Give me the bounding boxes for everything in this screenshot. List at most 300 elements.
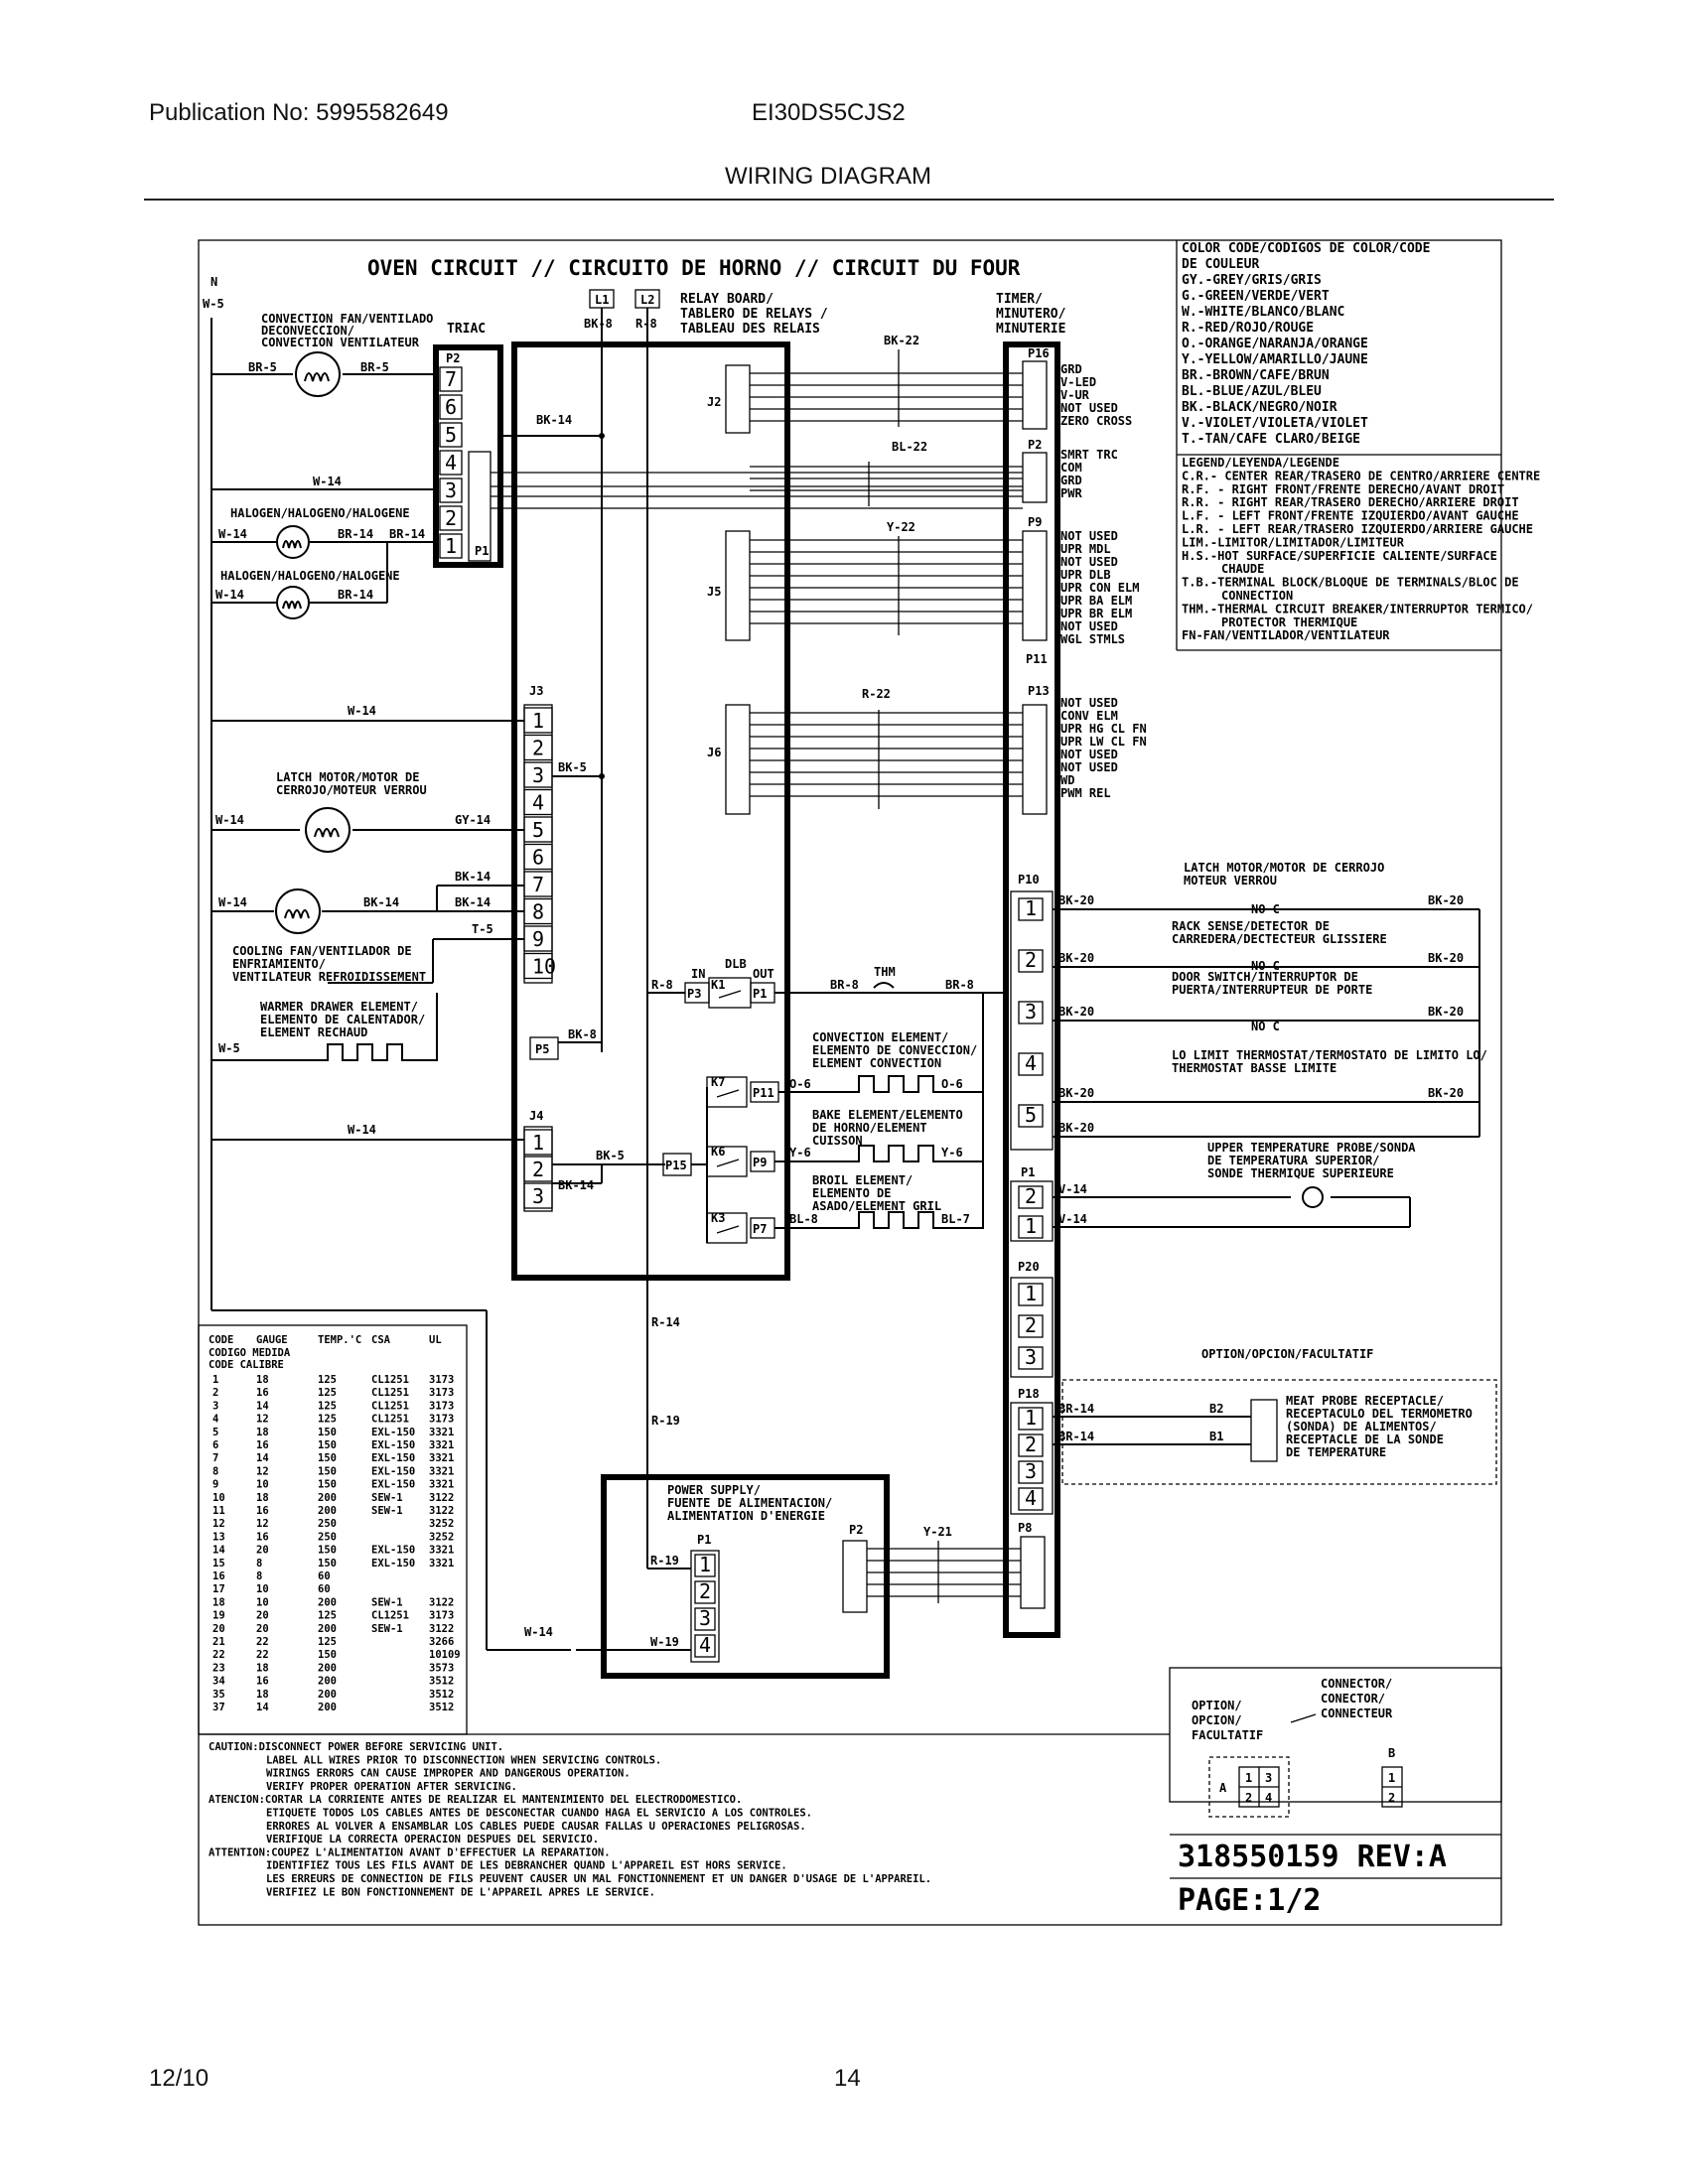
gauge-cell: 60 <box>318 1583 331 1596</box>
b2-label: B2 <box>1209 1402 1224 1416</box>
gauge-cell: 3321 <box>429 1557 455 1570</box>
convection-fan-label-1: CONVECTION FAN/VENTILADO <box>261 312 434 326</box>
j2-label: J2 <box>707 395 722 409</box>
p13-pin-label: PWM REL <box>1060 786 1111 800</box>
gauge-cell: 150 <box>318 1426 337 1438</box>
p1-ps-pin-number: 1 <box>699 1553 712 1576</box>
gauge-cell: 10 <box>256 1596 269 1609</box>
gauge-cell: 8 <box>256 1557 263 1570</box>
bl8-label: BL-8 <box>789 1212 818 1226</box>
j2-connector <box>726 365 750 433</box>
p2-pin-number: 3 <box>445 478 458 502</box>
gauge-cell: 18 <box>256 1374 269 1386</box>
o6-b-label: O-6 <box>941 1077 963 1091</box>
j6-connector <box>726 705 750 814</box>
color-code-line: W.-WHITE/BLANCO/BLANC <box>1182 305 1345 320</box>
color-code-line: GY.-GREY/GRIS/GRIS <box>1182 273 1322 288</box>
gauge-cell: 3122 <box>429 1622 455 1635</box>
latch-right-2: MOTEUR VERROU <box>1184 874 1277 887</box>
meat-probe-3: (SONDA) DE ALIMENTOS/ <box>1286 1420 1437 1433</box>
gauge-cell: 22 <box>212 1649 225 1662</box>
gauge-cell: EXL-150 <box>371 1478 416 1491</box>
p2-timer-pin-label: COM <box>1060 461 1082 475</box>
gauge-cell: 150 <box>318 1478 337 1491</box>
gauge-cell: 125 <box>318 1636 337 1648</box>
gauge-cell: 21 <box>212 1636 225 1648</box>
br8-a-label: BR-8 <box>830 978 859 992</box>
power-supply-3: ALIMENTATION D'ENERGIE <box>667 1509 825 1523</box>
p8-connector <box>1021 1537 1045 1608</box>
page-title: WIRING DIAGRAM <box>725 163 931 190</box>
r19-mid-label: R-19 <box>651 1414 680 1428</box>
bl22-label: BL-22 <box>892 440 928 454</box>
k1-label: K1 <box>711 978 726 992</box>
gauge-cell: SEW-1 <box>371 1596 403 1609</box>
p2-pin-number: 4 <box>445 451 458 475</box>
gauge-cell: 3321 <box>429 1544 455 1557</box>
triac-label: TRIAC <box>447 322 487 337</box>
bk20-right-label: BK-20 <box>1428 1005 1465 1019</box>
gauge-cell: 3321 <box>429 1426 455 1438</box>
p18-pin-number: 4 <box>1025 1486 1038 1510</box>
gauge-cell: 3173 <box>429 1609 455 1622</box>
timer-label-2: MINUTERO/ <box>996 307 1066 322</box>
gauge-cell: 16 <box>256 1439 269 1451</box>
p9-pin-label: NOT USED <box>1060 529 1118 543</box>
br8-b-label: BR-8 <box>945 978 974 992</box>
gauge-cell: 200 <box>318 1662 337 1675</box>
color-code-line: R.-RED/ROJO/ROUGE <box>1182 321 1315 336</box>
gauge-cell: 12 <box>256 1413 269 1426</box>
p2-timer-pin-label: GRD <box>1060 474 1082 487</box>
br5-b-label: BR-5 <box>360 360 389 374</box>
gauge-header: CSA <box>371 1334 390 1346</box>
meat-probe-receptacle <box>1251 1400 1277 1461</box>
p11-timer-label: P11 <box>1026 652 1048 666</box>
p13-pin-label: UPR HG CL FN <box>1060 722 1147 736</box>
gauge-cell: 3 <box>212 1400 219 1413</box>
w14-p2-label: W-14 <box>313 475 342 488</box>
caution-line: ERRORES AL VOLVER A ENSAMBLAR LOS CABLES PUEDE CAUSAR FALLAS U OPERACIONES PELIGROSAS. <box>266 1820 806 1833</box>
convection-fan-label-2: DECONVECCION/ <box>261 324 354 338</box>
thm-icon <box>874 983 894 988</box>
p9-timer-label: P9 <box>1028 515 1043 529</box>
p16-pin-label: NOT USED <box>1060 401 1118 415</box>
broil-label-3: ASADO/ELEMENT GRIL <box>812 1199 942 1213</box>
p10-pin-number: 4 <box>1025 1051 1038 1075</box>
br14-p18b-label: BR-14 <box>1058 1430 1095 1443</box>
latch-right-1: LATCH MOTOR/MOTOR DE CERROJO <box>1184 861 1385 875</box>
b-pin-2: 2 <box>1388 1791 1396 1805</box>
p2-pin-number: 2 <box>445 506 458 530</box>
gauge-cell: EXL-150 <box>371 1426 416 1438</box>
p13-pin-label: WD <box>1060 773 1075 787</box>
p16-label: P16 <box>1028 346 1050 360</box>
gauge-cell: 10109 <box>429 1649 461 1662</box>
gauge-cell: 200 <box>318 1702 337 1713</box>
p18-pin-number: 1 <box>1025 1406 1038 1430</box>
j5-label: J5 <box>707 585 722 599</box>
gauge-cell: 200 <box>318 1505 337 1517</box>
gauge-cell: 3122 <box>429 1505 455 1517</box>
publication-number: Publication No: 5995582649 <box>149 99 449 126</box>
a-pin-1: 1 <box>1245 1771 1253 1785</box>
legend-box <box>1177 455 1540 650</box>
p2-pin-number: 6 <box>445 395 458 419</box>
caution-line: VERIFIEZ LE BON FONCTIONNEMENT DE L'APPAREIL APRES LE SERVICE. <box>266 1886 655 1899</box>
no-c-2: NO C <box>1251 959 1280 973</box>
p13-pin-label: NOT USED <box>1060 748 1118 761</box>
upper-probe-1: UPPER TEMPERATURE PROBE/SONDA <box>1207 1141 1416 1155</box>
p9-pin-label: WGL STMLS <box>1060 632 1126 646</box>
gauge-cell: 34 <box>212 1675 225 1688</box>
model-number: EI30DS5CJS2 <box>752 99 906 126</box>
gauge-cell: 16 <box>256 1387 269 1400</box>
k7-label: K7 <box>711 1075 726 1089</box>
gauge-cell: 125 <box>318 1413 337 1426</box>
gauge-cell: 4 <box>212 1413 219 1426</box>
color-code-line: G.-GREEN/VERDE/VERT <box>1182 289 1330 304</box>
gauge-cell: 150 <box>318 1452 337 1465</box>
legend-line: R.R. - RIGHT REAR/TRASERO DERECHO/ARRIERE DROIT <box>1182 495 1519 510</box>
y22-label: Y-22 <box>887 520 915 534</box>
gauge-cell: 16 <box>256 1675 269 1688</box>
timer-label-3: MINUTERIE <box>996 322 1066 337</box>
option-label: OPTION/OPCION/FACULTATIF <box>1201 1347 1374 1361</box>
convection-fan-label-3: CONVECTION VENTILATEUR <box>261 336 419 349</box>
gauge-cell: 5 <box>212 1426 219 1438</box>
p1-ps-pin-number: 3 <box>699 1606 712 1630</box>
warmer-label-3: ELEMENT RECHAUD <box>260 1025 368 1039</box>
gauge-cell: 3512 <box>429 1688 455 1701</box>
w14-h1-label: W-14 <box>218 527 247 541</box>
r22-label: R-22 <box>862 687 891 701</box>
gauge-cell: 12 <box>256 1465 269 1478</box>
p2-pin-number: 5 <box>445 423 458 447</box>
bk20-right-label: BK-20 <box>1428 893 1465 907</box>
gauge-cell: 3321 <box>429 1465 455 1478</box>
gauge-cell: 3252 <box>429 1531 455 1544</box>
gauge-cell: 15 <box>212 1557 225 1570</box>
meat-probe-5: DE TEMPERATURE <box>1286 1445 1387 1459</box>
gauge-cell: 18 <box>256 1688 269 1701</box>
p1-ps-label: P1 <box>697 1533 712 1547</box>
gauge-cell: 22 <box>256 1636 269 1648</box>
legend-line: FN-FAN/VENTILADOR/VENTILATEUR <box>1182 628 1390 643</box>
p18-pin-number: 3 <box>1025 1459 1038 1483</box>
bk20-label: BK-20 <box>1058 1005 1095 1019</box>
gauge-cell: 200 <box>318 1675 337 1688</box>
j4-pin-number: 3 <box>532 1184 545 1208</box>
bk20-label: BK-20 <box>1058 893 1095 907</box>
b-pin-1: 1 <box>1388 1771 1396 1785</box>
p1-timer-pin-number: 1 <box>1025 1214 1038 1238</box>
no-c-3: NO C <box>1251 1020 1280 1033</box>
option-label-1: OPTION/ <box>1192 1699 1242 1712</box>
color-code-line: COLOR CODE/CODIGOS DE COLOR/CODE <box>1182 241 1431 256</box>
gauge-cell: 125 <box>318 1387 337 1400</box>
p2-left-label: P2 <box>446 351 461 365</box>
j3-pin-number: 9 <box>532 927 545 951</box>
gauge-cell: 35 <box>212 1688 225 1701</box>
bk20-label: BK-20 <box>1058 1086 1095 1100</box>
p18-label: P18 <box>1018 1387 1040 1401</box>
warmer-label-1: WARMER DRAWER ELEMENT/ <box>260 1000 418 1014</box>
w5-top-label: W-5 <box>203 297 224 311</box>
bk14-j4-label: BK-14 <box>558 1178 595 1192</box>
color-code-line: V.-VIOLET/VIOLETA/VIOLET <box>1182 416 1368 431</box>
legend-line: CHAUDE <box>1221 562 1265 577</box>
p20-pin-number: 1 <box>1025 1282 1038 1305</box>
connector-label-1: CONNECTOR/ <box>1321 1677 1393 1691</box>
gauge-cell: EXL-150 <box>371 1452 416 1465</box>
cooling-fan-label-3: VENTILATEUR REFROIDISSEMENT <box>232 970 427 984</box>
b1-label: B1 <box>1209 1430 1224 1443</box>
gauge-cell: 10 <box>256 1478 269 1491</box>
p16-connector <box>1023 361 1047 429</box>
color-code-line: BK.-BLACK/NEGRO/NOIR <box>1182 400 1337 415</box>
p9-relay-label: P9 <box>753 1156 768 1169</box>
k3-label: K3 <box>711 1211 726 1225</box>
gauge-cell: 20 <box>256 1609 269 1622</box>
p15-label: P15 <box>665 1159 687 1172</box>
rack-sense-1: RACK SENSE/DETECTOR DE <box>1172 919 1330 933</box>
upper-probe-3: SONDE THERMIQUE SUPERIEURE <box>1207 1166 1394 1180</box>
thm-label: THM <box>874 965 896 979</box>
j3-pin-number: 6 <box>532 845 545 870</box>
gauge-cell: 12 <box>212 1518 225 1531</box>
gauge-subheader: CODE CALIBRE <box>209 1359 284 1371</box>
p9-pin-label: UPR MDL <box>1060 542 1111 556</box>
a-pin-3: 3 <box>1265 1771 1273 1785</box>
gauge-cell: 250 <box>318 1518 337 1531</box>
gauge-cell: 37 <box>212 1702 225 1713</box>
r8-top-label: R-8 <box>635 317 657 331</box>
gauge-cell: 125 <box>318 1400 337 1413</box>
gauge-cell: 22 <box>256 1649 269 1662</box>
caution-line: ATENCION:CORTAR LA CORRIENTE ANTES DE REALIZAR EL MANTENIMIENTO DEL ELECTRODOMESTICO. <box>209 1794 743 1807</box>
gauge-cell: 18 <box>212 1596 225 1609</box>
caution-line: WIRINGS ERRORS CAN CAUSE IMPROPER AND DANGEROUS OPERATION. <box>266 1767 631 1780</box>
color-code-box <box>1177 240 1501 455</box>
gauge-cell: 23 <box>212 1662 225 1675</box>
legend-line: C.R.- CENTER REAR/TRASERO DE CENTRO/ARRIERE CENTRE <box>1182 469 1541 483</box>
legend-line: LEGEND/LEYENDA/LEGENDE <box>1182 456 1339 470</box>
caution-line: LABEL ALL WIRES PRIOR TO DISCONNECTION WHEN SERVICING CONTROLS. <box>266 1754 662 1767</box>
j3-pin-number: 3 <box>532 763 545 787</box>
p8-label: P8 <box>1018 1521 1033 1535</box>
connector-label-3: CONNECTEUR <box>1321 1706 1393 1720</box>
j3-pin-number: 10 <box>532 954 557 979</box>
gauge-cell: 11 <box>212 1505 225 1517</box>
p13-pin-label: UPR LW CL FN <box>1060 735 1147 749</box>
p10-pin-number: 5 <box>1025 1103 1038 1127</box>
caution-line: IDENTIFIEZ TOUS LES FILS AVANT DE LES DEBRANCHER QUAND L'APPAREIL EST HORS SERVICE. <box>266 1859 787 1872</box>
gauge-cell: 150 <box>318 1544 337 1557</box>
power-supply-2: FUENTE DE ALIMENTACION/ <box>667 1496 833 1510</box>
no-c-1: NO C <box>1251 902 1280 916</box>
p1-left-label: P1 <box>475 544 490 558</box>
p2-timer-connector <box>1023 453 1047 502</box>
gauge-cell: 200 <box>318 1491 337 1504</box>
gauge-cell: 16 <box>212 1570 225 1582</box>
p16-pin-label: V-LED <box>1060 375 1097 389</box>
legend-line: LIM.-LIMITOR/LIMITADOR/LIMITEUR <box>1182 535 1404 550</box>
caution-line: LES ERREURS DE CONNECTION DE FILS PEUVENT CAUSER UN MAL FONCTIONNEMENT ET UN DANGER D'USAGE DE L'APPAREIL. <box>266 1873 932 1885</box>
document-number: 318550159 REV:A <box>1178 1840 1447 1874</box>
gauge-cell: 3321 <box>429 1452 455 1465</box>
gauge-cell: 200 <box>318 1596 337 1609</box>
legend-line: H.S.-HOT SURFACE/SUPERFICIE CALIENTE/SURFACE <box>1182 548 1497 563</box>
gauge-cell: 3173 <box>429 1413 455 1426</box>
color-code-line: BR.-BROWN/CAFE/BRUN <box>1182 368 1330 383</box>
gauge-cell: 18 <box>256 1491 269 1504</box>
broil-label-1: BROIL ELEMENT/ <box>812 1173 914 1187</box>
out-label: OUT <box>753 967 774 981</box>
gauge-cell: SEW-1 <box>371 1505 403 1517</box>
gauge-cell: 3573 <box>429 1662 455 1675</box>
v14-b-label: V-14 <box>1058 1212 1087 1226</box>
gauge-cell: CL1251 <box>371 1387 409 1400</box>
p5-label: P5 <box>535 1042 550 1056</box>
p7-label: P7 <box>753 1222 768 1236</box>
bk14-j3-label: BK-14 <box>455 870 492 884</box>
caution-line: VERIFY PROPER OPERATION AFTER SERVICING. <box>266 1780 517 1793</box>
gauge-cell: 16 <box>256 1531 269 1544</box>
gauge-cell: 150 <box>318 1649 337 1662</box>
br14-h1b-label: BR-14 <box>389 527 426 541</box>
footer-date: 12/10 <box>149 2065 210 2092</box>
j3-label: J3 <box>529 684 544 698</box>
timer-label-1: TIMER/ <box>996 292 1043 307</box>
j3-pin-number: 2 <box>532 736 545 760</box>
door-switch-2: PUERTA/INTERRUPTEUR DE PORTE <box>1172 983 1373 997</box>
bk14-fan2-label: BK-14 <box>455 895 492 909</box>
in-label: IN <box>691 967 706 981</box>
p13-pin-label: CONV ELM <box>1060 709 1118 723</box>
color-code-line: O.-ORANGE/NARANJA/ORANGE <box>1182 337 1368 351</box>
gy14-label: GY-14 <box>455 813 492 827</box>
gauge-cell: 125 <box>318 1374 337 1386</box>
gauge-cell: 6 <box>212 1439 219 1451</box>
relay-board-box <box>514 344 787 1278</box>
option-label-2: OPCION/ <box>1192 1713 1242 1727</box>
legend-line: R.F. - RIGHT FRONT/FRENTE DERECHO/AVANT DROIT <box>1182 481 1505 496</box>
convection-element-1: CONVECTION ELEMENT/ <box>812 1030 949 1044</box>
gauge-header: UL <box>429 1334 442 1346</box>
broil-label-2: ELEMENTO DE <box>812 1186 892 1200</box>
gauge-cell: 12 <box>256 1518 269 1531</box>
document-page: PAGE:1/2 <box>1178 1883 1322 1918</box>
w14-h2-label: W-14 <box>215 588 244 602</box>
halogen1-label: HALOGEN/HALOGENO/HALOGENE <box>230 506 410 520</box>
legend-line: T.B.-TERMINAL BLOCK/BLOQUE DE TERMINALS/BLOC DE <box>1182 575 1519 590</box>
gauge-cell: 18 <box>256 1662 269 1675</box>
halogen2-label: HALOGEN/HALOGENO/HALOGENE <box>220 569 400 583</box>
p1-timer-pin-number: 2 <box>1025 1184 1038 1208</box>
p20-pin-number: 3 <box>1025 1345 1038 1369</box>
meat-probe-1: MEAT PROBE RECEPTACLE/ <box>1286 1394 1444 1408</box>
latch-motor-left-1: LATCH MOTOR/MOTOR DE <box>276 770 420 784</box>
gauge-cell: CL1251 <box>371 1413 409 1426</box>
bk20-label: BK-20 <box>1058 1121 1095 1135</box>
p2-ps-label: P2 <box>849 1523 864 1537</box>
gauge-cell: 3173 <box>429 1387 455 1400</box>
t5-label: T-5 <box>472 922 493 936</box>
gauge-cell: EXL-150 <box>371 1557 416 1570</box>
gauge-cell: 3321 <box>429 1478 455 1491</box>
bl7-label: BL-7 <box>941 1212 970 1226</box>
bake-label-2: DE HORNO/ELEMENT <box>812 1121 927 1135</box>
gauge-header: CODE <box>209 1334 234 1346</box>
gauge-cell: 60 <box>318 1570 331 1582</box>
gauge-header: GAUGE <box>256 1334 288 1346</box>
lo-limit-2: THERMOSTAT BASSE LIMITE <box>1172 1061 1337 1075</box>
gauge-cell: 1 <box>212 1374 219 1386</box>
p9-pin-label: UPR BA ELM <box>1060 594 1133 608</box>
color-code-line: BL.-BLUE/AZUL/BLEU <box>1182 384 1322 399</box>
legend-line: THM.-THERMAL CIRCUIT BREAKER/INTERRUPTOR TERMICO/ <box>1182 602 1534 616</box>
convection-element-3: ELEMENT CONVECTION <box>812 1056 942 1070</box>
j3-pin-number: 7 <box>532 873 545 896</box>
connector-a-label: A <box>1219 1781 1227 1795</box>
p3-label: P3 <box>687 987 702 1001</box>
relay-board-label-1: RELAY BOARD/ <box>680 292 774 307</box>
bk14-board-label: BK-14 <box>536 413 573 427</box>
br14-h2-label: BR-14 <box>338 588 374 602</box>
r14-mid-label: R-14 <box>651 1315 680 1329</box>
p10-pin-number: 2 <box>1025 948 1038 972</box>
br14-h1a-label: BR-14 <box>338 527 374 541</box>
y6-a-label: Y-6 <box>789 1146 811 1160</box>
gauge-cell: 3173 <box>429 1400 455 1413</box>
gauge-cell: CL1251 <box>371 1400 409 1413</box>
j5-connector <box>726 531 750 640</box>
gauge-cell: 14 <box>212 1544 225 1557</box>
w14-ps-label: W-14 <box>524 1625 553 1639</box>
p16-pin-label: ZERO CROSS <box>1060 414 1133 428</box>
color-code-line: Y.-YELLOW/AMARILLO/JAUNE <box>1182 352 1368 367</box>
p13-connector <box>1023 705 1047 814</box>
p2-timer-label: P2 <box>1028 438 1043 452</box>
p10-label: P10 <box>1018 873 1040 887</box>
p1-relay-label: P1 <box>753 987 768 1001</box>
dlb-label: DLB <box>725 957 747 971</box>
j3-pin-number: 8 <box>532 899 545 924</box>
gauge-cell: 150 <box>318 1439 337 1451</box>
p9-pin-label: UPR DLB <box>1060 568 1111 582</box>
gauge-cell: 200 <box>318 1622 337 1635</box>
upper-probe-2: DE TEMPERATURA SUPERIOR/ <box>1207 1154 1380 1167</box>
gauge-cell: 3122 <box>429 1596 455 1609</box>
meat-probe-2: RECEPTACULO DEL TERMOMETRO <box>1286 1407 1473 1421</box>
gauge-cell: SEW-1 <box>371 1491 403 1504</box>
gauge-cell: 3512 <box>429 1675 455 1688</box>
w14-j4-label: W-14 <box>348 1123 376 1137</box>
door-switch-1: DOOR SWITCH/INTERRUPTOR DE <box>1172 970 1358 984</box>
p9-pin-label: UPR CON ELM <box>1060 581 1140 595</box>
p16-pin-label: V-UR <box>1060 388 1089 402</box>
w5-warmer-label: W-5 <box>218 1041 240 1055</box>
w14-j3-label: W-14 <box>348 704 376 718</box>
gauge-cell: 8 <box>212 1465 219 1478</box>
br14-p18a-label: BR-14 <box>1058 1402 1095 1416</box>
p16-pin-label: GRD <box>1060 362 1082 376</box>
gauge-cell: 150 <box>318 1465 337 1478</box>
caution-line: CAUTION:DISCONNECT POWER BEFORE SERVICING UNIT. <box>209 1741 504 1753</box>
gauge-cell: 3173 <box>429 1374 455 1386</box>
gauge-cell: 20 <box>256 1622 269 1635</box>
